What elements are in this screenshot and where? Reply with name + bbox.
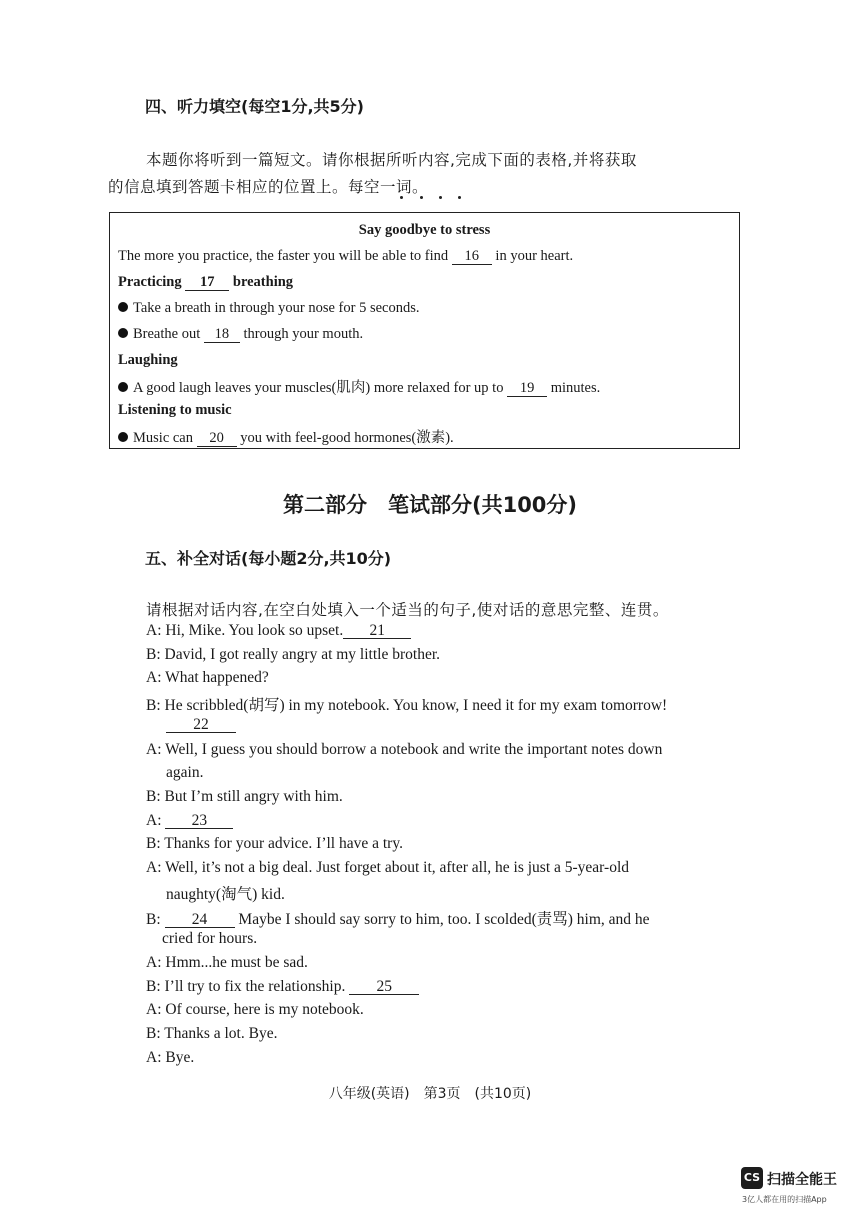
part2-title: 第二部分 笔试部分(共100分): [282, 493, 578, 517]
watermark-name: 扫描全能王: [767, 1172, 837, 1188]
bullet-icon: [118, 432, 128, 442]
dialogue-line: A: What happened?: [146, 669, 269, 686]
listening-table: [109, 212, 740, 449]
dialogue-line: B: Thanks for your advice. I’ll have a try.: [146, 835, 403, 852]
bullet-text: A good laugh leaves your muscles(肌肉) more relaxed for up to: [133, 380, 504, 396]
table-line-1: [118, 248, 573, 265]
bullet-text: minutes.: [550, 380, 601, 396]
dialogue-line: A: Hmm...he must be sad.: [146, 954, 308, 971]
dialogue-line: [166, 716, 236, 734]
blank-17[interactable]: 17: [185, 275, 229, 291]
dialogue-line: naughty(淘气) kid.: [166, 886, 285, 903]
bullet-item: [118, 426, 454, 447]
bullet-text: Music can: [133, 430, 193, 446]
emphasis-dot: [420, 196, 423, 199]
dialogue-line: [146, 907, 650, 929]
emphasis-dot: [439, 196, 442, 199]
section4-title: 四、听力填空(每空1分,共5分): [145, 97, 364, 116]
bullet-text: through your mouth.: [243, 326, 364, 342]
section5-instruction: 请根据对话内容,在空白处填入一个适当的句子,使对话的意思完整、连贯。: [146, 601, 669, 619]
dialogue-text: A:: [146, 812, 162, 829]
bullet-icon: [118, 382, 128, 392]
bullet-item: [118, 376, 600, 397]
dialogue-text: B: I’ll try to fix the relationship.: [146, 978, 346, 995]
emphasis-dot: [400, 196, 403, 199]
heading-text: Practicing: [118, 274, 182, 290]
dialogue-line: again.: [166, 764, 204, 781]
blank-24[interactable]: 24: [165, 912, 235, 928]
practicing-heading: [118, 274, 293, 291]
dialogue-line: B: But I’m still angry with him.: [146, 788, 343, 805]
dialogue-text: B:: [146, 911, 161, 928]
dialogue-line: B: He scribbled(胡写) in my notebook. You know, I need it for my exam tomorrow!: [146, 697, 668, 714]
bullet-item: [118, 300, 420, 317]
bullet-icon: [118, 302, 128, 312]
dialogue-line: B: Thanks a lot. Bye.: [146, 1025, 278, 1042]
music-heading: Listening to music: [118, 402, 232, 418]
page-footer: 八年级(英语) 第3页 (共10页): [328, 1086, 532, 1102]
blank-19[interactable]: 19: [507, 381, 547, 397]
bullet-text: you with feel-good hormones(激素).: [240, 430, 454, 446]
bullet-text: Breathe out: [133, 326, 201, 342]
watermark-tagline: 3亿人都在用的扫描App: [742, 1195, 827, 1204]
table-title: Say goodbye to stress: [358, 222, 491, 238]
blank-25[interactable]: 25: [349, 979, 419, 995]
dialogue-line: A: Well, I guess you should borrow a notebook and write the important notes down: [146, 741, 663, 758]
dialogue-line: cried for hours.: [162, 930, 258, 947]
dialogue-line: [146, 812, 233, 830]
blank-22[interactable]: 22: [166, 717, 236, 733]
dialogue-line: [146, 978, 419, 996]
blank-23[interactable]: 23: [165, 813, 233, 829]
dialogue-line: [146, 622, 411, 640]
emphasis-dot: [458, 196, 461, 199]
bullet-icon: [118, 328, 128, 338]
dialogue-line: A: Well, it’s not a big deal. Just forget about it, after all, he is just a 5-year-old: [146, 859, 629, 876]
bullet-text: Take a breath in through your nose for 5 seconds.: [133, 300, 420, 316]
dialogue-line: A: Bye.: [146, 1049, 195, 1066]
blank-21[interactable]: 21: [343, 623, 411, 639]
blank-20[interactable]: 20: [197, 431, 237, 447]
heading-text: breathing: [232, 274, 294, 290]
camscanner-logo-icon: CS: [741, 1167, 763, 1189]
blank-16[interactable]: 16: [452, 249, 492, 265]
section5-title: 五、补全对话(每小题2分,共10分): [145, 549, 392, 568]
laughing-heading: Laughing: [118, 352, 178, 368]
dialogue-line: B: David, I got really angry at my little brother.: [146, 646, 441, 663]
blank-18[interactable]: 18: [204, 327, 240, 343]
dialogue-text: A: Hi, Mike. You look so upset.: [146, 622, 344, 639]
table-text: The more you practice, the faster you will be able to find: [118, 248, 449, 264]
dialogue-line: A: Of course, here is my notebook.: [146, 1001, 364, 1018]
table-text: in your heart.: [495, 248, 574, 264]
section4-instruction-line2: 的信息填到答题卡相应的位置上。每空一词。: [108, 178, 429, 196]
dialogue-text: Maybe I should say sorry to him, too. I scolded(责骂) him, and he: [238, 911, 650, 928]
section4-instruction-line1: 本题你将听到一篇短文。请你根据所听内容,完成下面的表格,并将获取: [146, 151, 637, 169]
bullet-item: [118, 326, 363, 343]
